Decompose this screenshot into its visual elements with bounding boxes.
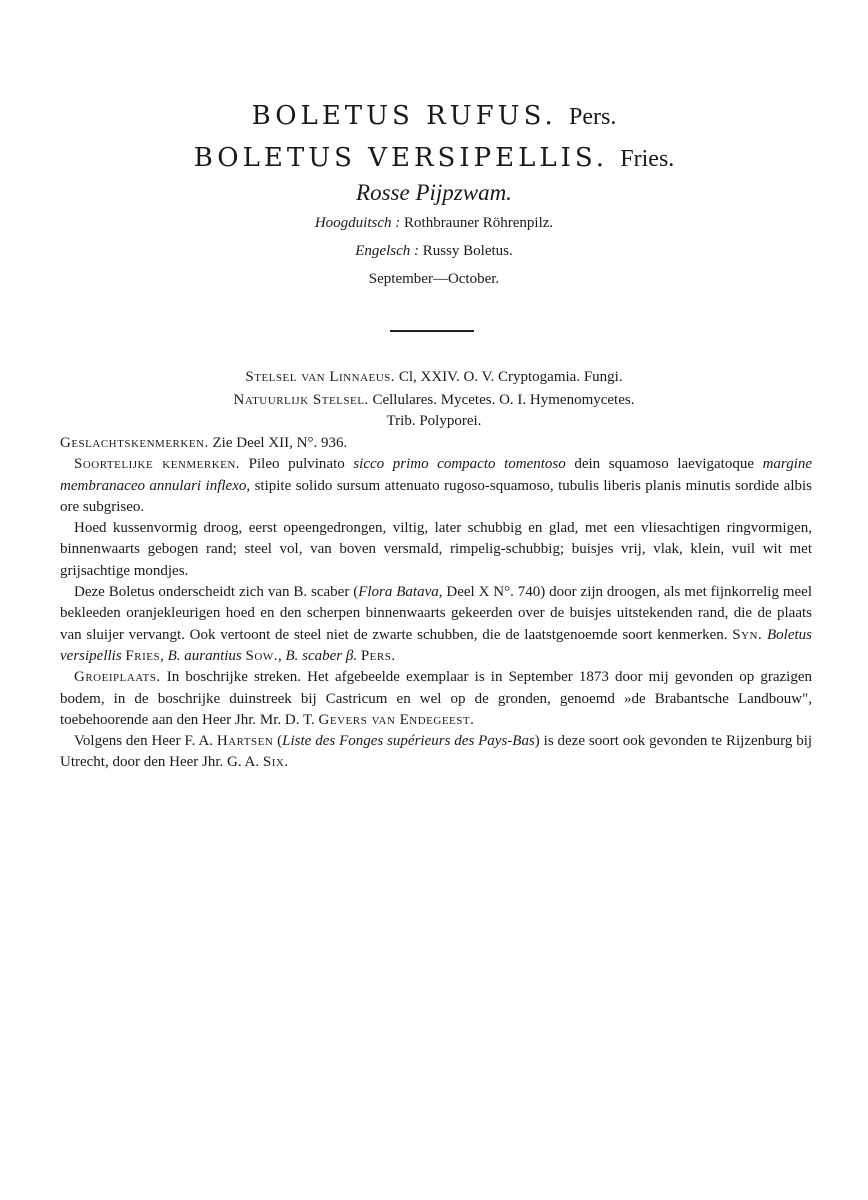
title-boletus-rufus: BOLETUS RUFUS. Pers. <box>251 101 617 131</box>
english-name-line: Engelsch : Russy Boletus. <box>355 243 513 259</box>
german-name-line: Hoogduitsch : Rothbrauner Röhrenpilz. <box>314 215 554 231</box>
natural-system-line: Natuurlijk Stelsel. Cellulares. Mycetes. O. I. Hymenomycetes. <box>233 392 635 408</box>
separator-rule <box>390 330 474 332</box>
season-line: September—October. <box>368 271 500 287</box>
title-author-fries: Fries. <box>620 146 675 172</box>
natural-system-tribe: Trib. Polyporei. <box>386 413 482 429</box>
title-author-pers: Pers. <box>569 104 617 130</box>
title-boletus-versipellis: BOLETUS VERSIPELLIS. Fries. <box>193 143 675 173</box>
description-paragraph: Hoed kussenvormig droog, eerst opeengedrongen, viltig, later schubbig en glad, met een vliesachtigen ringvormigen, binnenwaarts gebogen rand; steel vol, van boven versmald, rimpelig-schubbig; buisjes vrij, vlak, klein, vuil wit met grijsachtige mondjes. <box>60 520 812 579</box>
genus-characteristics: Geslachtskenmerken. Zie Deel XII, N°. 936. <box>60 435 348 451</box>
comparison-paragraph: Deze Boletus onderscheidt zich van B. scaber (Flora Batava, Deel X N°. 740) door zijn droogen, als met fijnkorrelig meel bekleeden oranjekleurigen hoed en den scherpen binnenwaarts gekeerden over de buisjes uitstekenden rand, die de plaats van sluijer vervangt. Ook vertoont de steel niet de zwarte schubben, die de laatstgenoemde soort kenmerken. Syn. Boletus versipellis Fries, B. aurantius Sow., B. scaber β. Pers. <box>60 584 813 664</box>
source-paragraph: Volgens den Heer F. A. Hartsen (Liste des Fonges supérieurs des Pays-Bas) is deze soort ook gevonden te Rijzenburg bij Utrecht, door den Heer Jhr. G. A. Six. <box>60 733 813 771</box>
species-characteristics: Soortelijke kenmerken. Pileo pulvinato sicco primo compacto tomentoso dein squamoso laevigatoque margine membranaceo annulari inflexo, stipite solido sursum attenuato rugoso-squamoso, tubulis liberis planis minutis sordide albis ore subgriseo. <box>60 456 813 515</box>
linnaeus-system-line: Stelsel van Linnaeus. Cl, XXIV. O. V. Cryptogamia. Fungi. <box>245 369 623 385</box>
body-text <box>60 433 812 774</box>
habitat-paragraph: Groeiplaats. In boschrijke streken. Het afgebeelde exemplaar is in September 1873 door mij gevonden op grazigen bodem, in de boschrijke duinstreek bij Castricum en wel op de gronden, genoemd »de Brabantsche Landbouw", toebehoorende aan den Heer Jhr. Mr. D. T. Gevers van Endegeest. <box>60 669 812 728</box>
dutch-name: Rosse Pijpzwam. <box>356 180 512 205</box>
